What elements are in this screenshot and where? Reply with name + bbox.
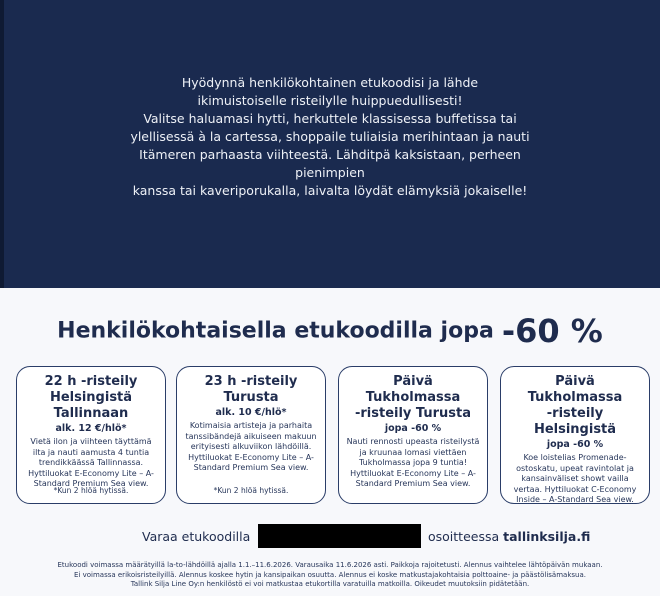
card-description: Vietä ilon ja viihteen täyttämä ilta ja nauti aamusta 4 tuntia trendikkäässä Tallinnassa. Hyttiluokat E-Economy Lite – A-Standard Premium Sea view. bbox=[28, 437, 154, 488]
headline-text: Henkilökohtaisella etukoodilla jopa bbox=[57, 318, 494, 344]
intro-line: ylellisessä à la cartessa, shoppaile tuliaisia merihintaan ja nauti bbox=[130, 129, 530, 144]
intro-line: Valitse haluamasi hytti, herkuttele klassisessa buffetissa tai bbox=[143, 111, 517, 126]
card-description: Nauti rennosti upeasta risteilystä ja kruunaa lomasi viettäen Tukholmassa jopa 9 tuntia! Hyttiluokat E-Economy Lite – A-Standard Premium Sea view. bbox=[346, 437, 480, 488]
fine-print-line: Etukoodi voimassa määrätyillä la-to-lähdöillä ajalla 1.1.–11.6.2026. Varausaika 11.6.2026 asti. Paikkoja rajoitetusti. Alennus vaihtelee lähtöpäivän mukaan. bbox=[57, 561, 603, 569]
headline-percent: -60 % bbox=[501, 312, 603, 350]
card-description: Koe loistelias Promenade-ostoskatu, upeat ravintolat ja kansainväliset showt vailla vertaa. Hyttiluokat C-Economy Inside – A-Standard Sea view. bbox=[513, 453, 637, 504]
card-footnote: *Kun 2 hlöä hytissä. bbox=[213, 486, 289, 495]
card-price: jopa -60 % bbox=[546, 439, 604, 450]
fine-print-line: Ei voimassa erikoisristeilyillä. Alennus koskee hytin ja kansipaikan osuutta. Alennus ei koske matkustajakohtaisia polttoaine- ja päästölisämaksua. bbox=[74, 570, 586, 579]
offer-headline bbox=[0, 312, 660, 350]
cta-prefix: Varaa etukoodilla bbox=[142, 529, 251, 544]
card-description: Kotimaisia artisteja ja parhaita tanssibändejä aikuiseen makuun erityisesti alkuviikon lähdöillä. Hyttiluokat E-Economy Lite – A-Standard Premium Sea view. bbox=[185, 421, 317, 472]
fine-print-line: Tallink Silja Line Oy:n henkilöstö ei voi matkustaa etukortilla varatuilla matkoilla. Oikeudet muutoksiin pidätetään. bbox=[130, 580, 530, 588]
intro-line: kanssa tai kaveriporukalla, laivalta löydät elämyksiä jokaiselle! bbox=[132, 183, 528, 198]
card-title: 22 h -risteily Helsingistä Tallinnaan bbox=[44, 374, 138, 421]
cta-middle: osoitteessa tallinksilja.fi bbox=[428, 529, 591, 544]
intro-line: Itämeren parhaasta viihteestä. Lähditpä kaksistaan, perheen pienimpien bbox=[139, 147, 521, 180]
offer-cards bbox=[16, 366, 644, 506]
card-price: alk. 10 €/hlö* bbox=[215, 407, 287, 418]
offer-card-stockholm-helsinki bbox=[500, 366, 650, 504]
redacted-code bbox=[258, 524, 421, 548]
offer-card-tallinn bbox=[16, 366, 166, 504]
fine-print bbox=[20, 561, 640, 590]
card-title: Päivä Tukholmassa -risteily Helsingistä bbox=[527, 374, 623, 437]
card-footnote: *Kun 2 hlöä hytissä. bbox=[53, 486, 129, 495]
card-price: jopa -60 % bbox=[384, 423, 442, 434]
offer-card-turku bbox=[176, 366, 326, 504]
card-price: alk. 12 €/hlö* bbox=[55, 423, 127, 434]
booking-link[interactable]: tallinksilja.fi bbox=[503, 529, 591, 544]
intro-line: Hyödynnä henkilökohtainen etukoodisi ja lähde bbox=[181, 75, 479, 90]
offer-card-stockholm-turku bbox=[338, 366, 488, 504]
hero-panel bbox=[0, 0, 660, 288]
card-title: Päivä Tukholmassa -risteily Turusta bbox=[354, 374, 472, 421]
intro-text bbox=[110, 74, 550, 200]
card-title: 23 h -risteily Turusta bbox=[204, 374, 298, 405]
intro-line: ikimuistoiselle risteilylle huippuedullisesti! bbox=[197, 93, 463, 108]
booking-cta bbox=[0, 524, 660, 548]
